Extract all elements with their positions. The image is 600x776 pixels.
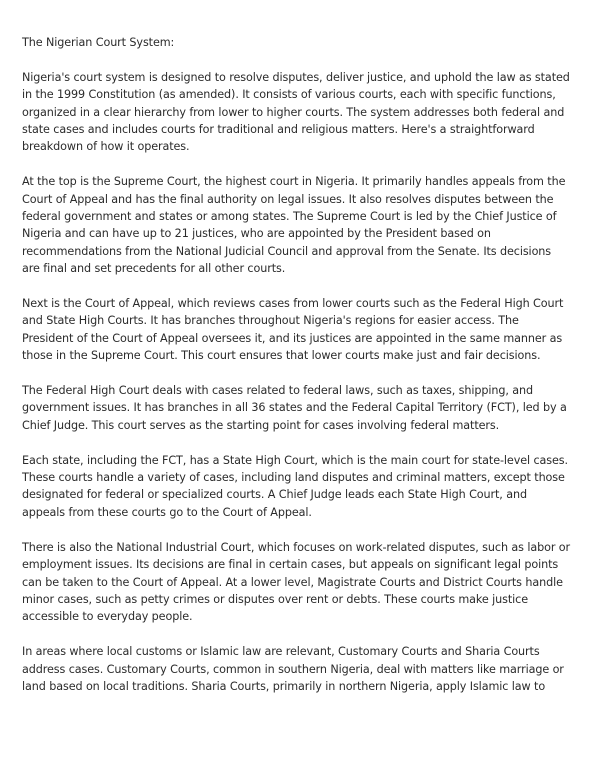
paragraph-customary-sharia: In areas where local customs or Islamic law are relevant, Customary Courts and Sharia Courts address cases. Customary Courts, common in southern Nigeria, deal with matters like marriage or land based on local traditions. Sharia Courts, primarily in northern Nigeria, apply Islamic law to [22, 645, 564, 693]
paragraph-industrial-court: There is also the National Industrial Court, which focuses on work-related disputes, such as labor or employment issues. Its decisions are final in certain cases, but appeals on significant legal points can be taken to the Court of Appeal. At a lower level, Magistrate Courts and District Courts handle minor cases, such as petty crimes or disputes over rent or debts. These courts make justice accessible to everyday people. [22, 540, 571, 624]
paragraph-federal-high-court: The Federal High Court deals with cases related to federal laws, such as taxes, shipping, and government issues. It has branches in all 36 states and the Federal Capital Territory (FCT), led by a Chief Judge. This court serves as the starting point for cases involving federal matters. [22, 384, 567, 432]
paragraph-court-of-appeal: Next is the Court of Appeal, which reviews cases from lower courts such as the Federal High Court and State High Courts. It has branches throughout Nigeria's regions for easier access. The President of the Court of Appeal oversees it, and its justices are appointed in the same manner as those in the Supreme Court. This court ensures that lower courts make just and fair decisions. [22, 297, 564, 363]
document-body [22, 34, 572, 713]
document-title: The Nigerian Court System: [22, 36, 175, 49]
paragraph-intro: Nigeria's court system is designed to resolve disputes, deliver justice, and uphold the law as stated in the 1999 Constitution (as amended). It consists of various courts, each with specific functions, organized in a clear hierarchy from lower to higher courts. The system addresses both federal and state cases and includes courts for traditional and religious matters. Here's a straightforward breakdown of how it operates. [22, 70, 570, 154]
paragraph-state-high-court: Each state, including the FCT, has a State High Court, which is the main court for state-level cases. These courts handle a variety of cases, including land disputes and criminal matters, except those designated for federal or specialized courts. A Chief Judge leads each State High Court, and appeals from these courts go to the Court of Appeal. [22, 453, 568, 519]
paragraph-supreme-court: At the top is the Supreme Court, the highest court in Nigeria. It primarily handles appeals from the Court of Appeal and has the final authority on legal issues. It also resolves disputes between the federal government and states or among states. The Supreme Court is led by the Chief Justice of Nigeria and can have up to 21 justices, who are appointed by the President based on recommendations from the National Judicial Council and approval from the Senate. Its decisions are final and set precedents for all other courts. [22, 175, 566, 276]
